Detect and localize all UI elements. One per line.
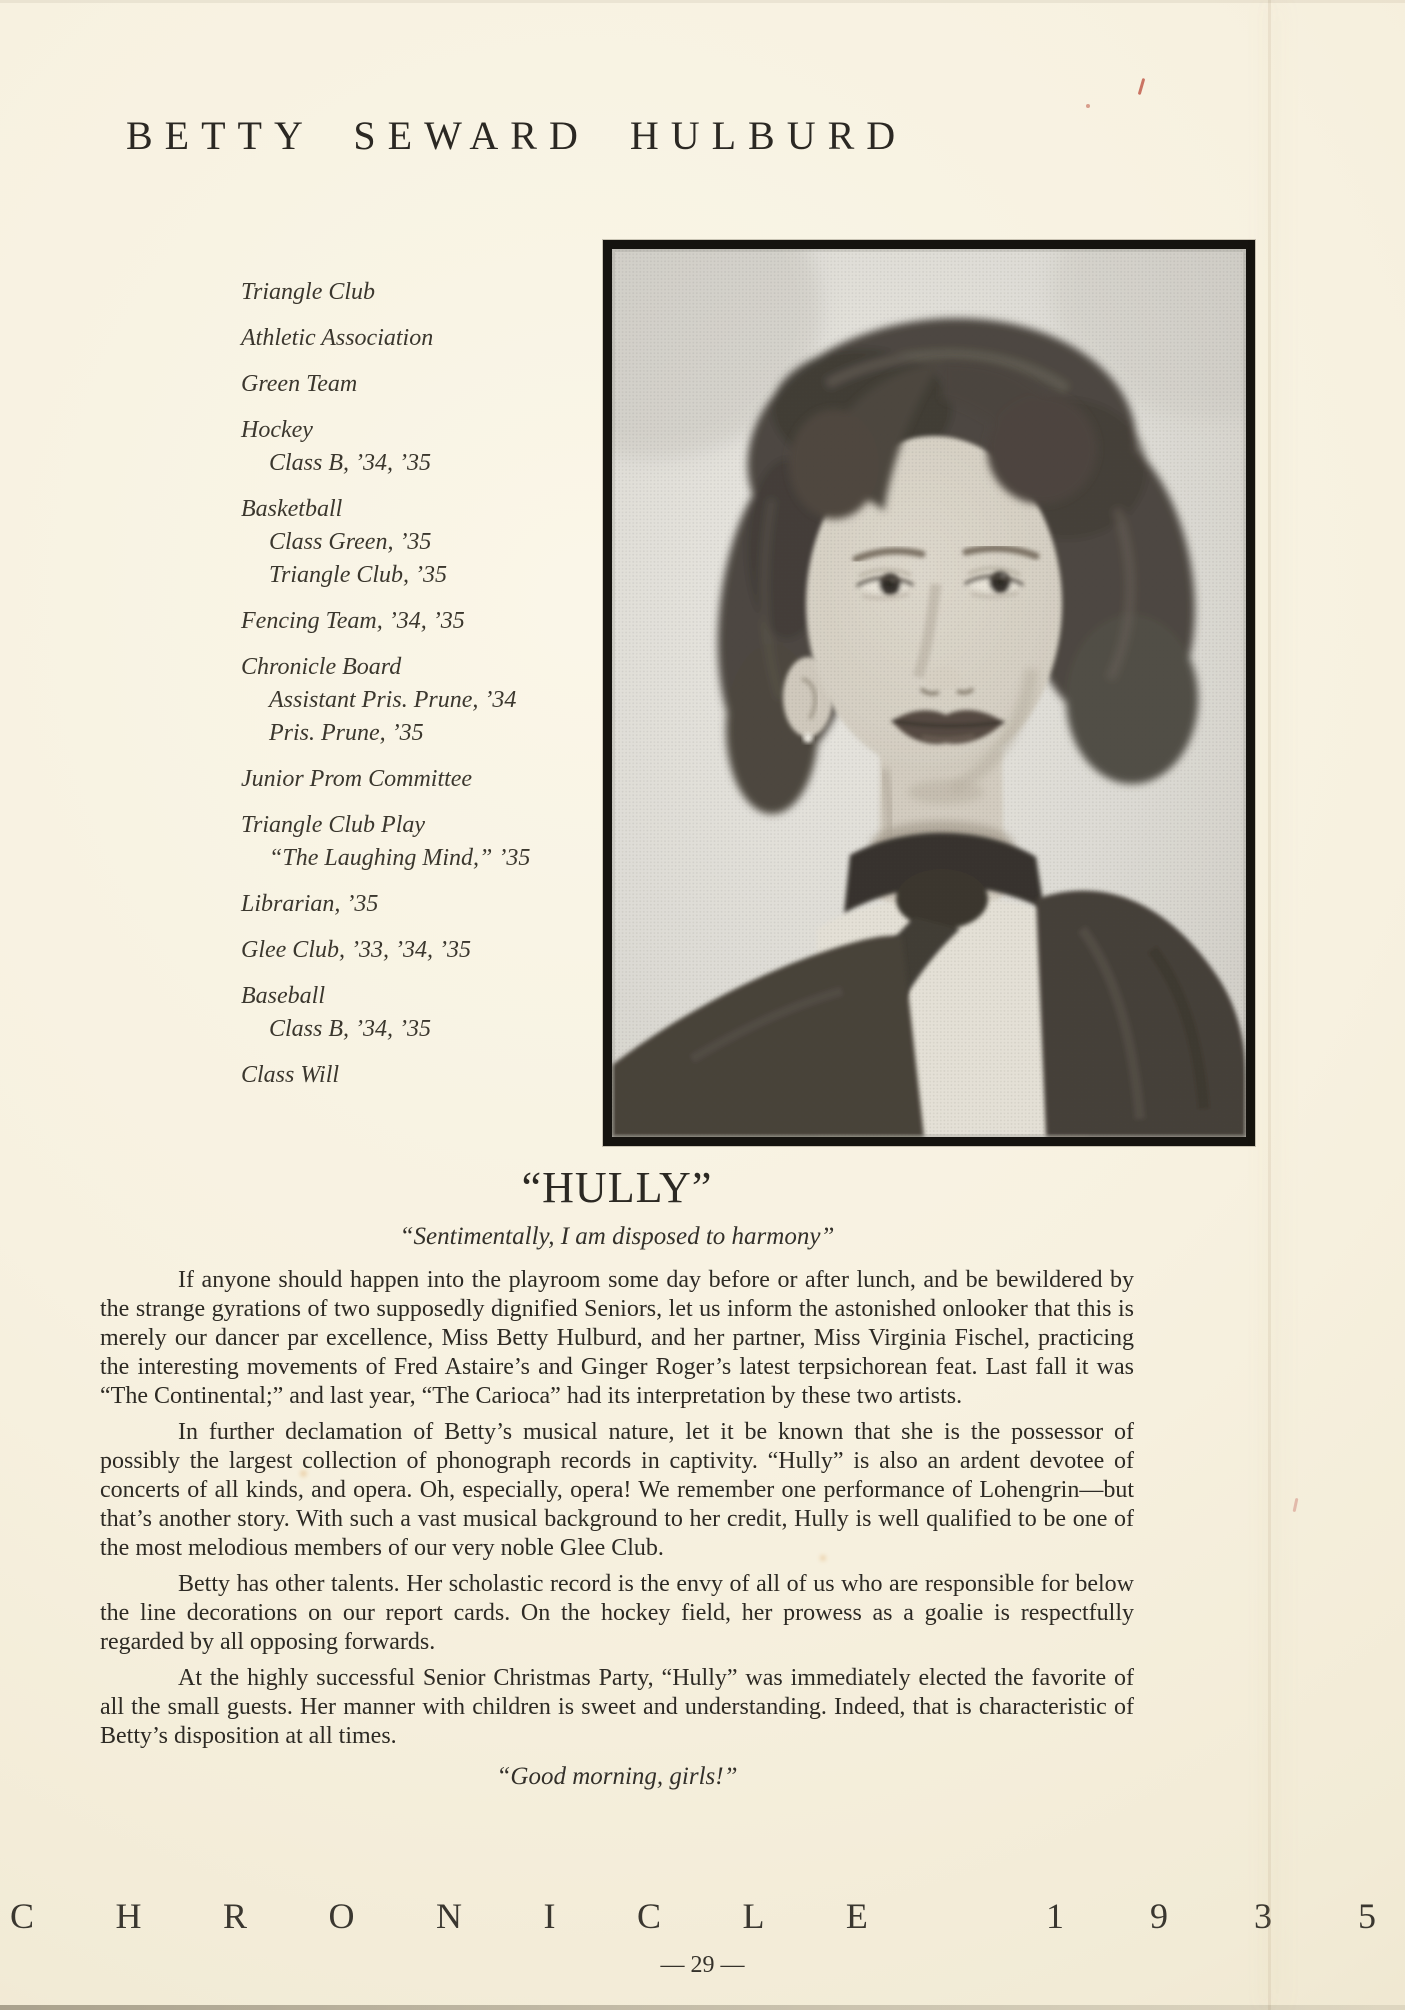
activity-item: Class Will [241, 1062, 340, 1088]
footer-year-digit: 1 [1046, 1896, 1064, 1936]
bio-paragraph: At the highly successful Senior Christmas Party, “Hully” was immediately elected the favorite of all the small guests. Her manner with children is sweet and understanding. Indeed, that is characteristic of Betty’s disposition at all times. [100, 1665, 1134, 1749]
activity-item: Glee Club, ’33, ’34, ’35 [241, 937, 471, 963]
footer-letter: N [435, 1896, 462, 1936]
activity-item: Hockey [241, 417, 313, 443]
bio-paragraph: Betty has other talents. Her scholastic record is the envy of all of us who are responsible for below the line decorations on our report cards. On the hockey field, her prowess as a goalie is respectfully regarded by all opposing forwards. [100, 1571, 1134, 1655]
activity-item: Class B, ’34, ’35 [269, 450, 431, 476]
footer-letter: C [10, 1896, 35, 1936]
activity-item: Fencing Team, ’34, ’35 [241, 608, 465, 634]
footer-year-digit: 5 [1358, 1896, 1376, 1936]
closing-quote: “Good morning, girls!” [496, 1763, 738, 1790]
activity-item: Triangle Club, ’35 [269, 562, 448, 588]
scan-edge-bottom [0, 2005, 1405, 2010]
footer-letter: H [115, 1896, 142, 1936]
page-crease [1268, 0, 1271, 2010]
scan-artifact-pink-mark [1293, 1498, 1299, 1512]
portrait-photo [612, 249, 1246, 1137]
footer-letter: L [742, 1896, 765, 1936]
activity-item: Athletic Association [241, 325, 434, 351]
activity-item: Green Team [241, 371, 358, 397]
page-title: BETTY SEWARD HULBURD [126, 113, 908, 158]
portrait-photo-frame [603, 240, 1255, 1146]
footer-letter: C [636, 1896, 661, 1936]
activity-item: Class B, ’34, ’35 [269, 1016, 431, 1042]
activity-item: Junior Prom Committee [241, 766, 473, 792]
activity-item: Chronicle Board [241, 654, 402, 680]
scan-edge-top [0, 0, 1405, 3]
activity-item: Triangle Club Play [241, 812, 426, 838]
footer-year [1046, 1898, 1376, 1934]
activities-list [241, 276, 571, 1092]
activity-item: Librarian, ’35 [241, 891, 379, 917]
footer-year-digit: 9 [1150, 1896, 1168, 1936]
activity-item: “The Laughing Mind,” ’35 [269, 845, 531, 871]
page-number: — 29 — [660, 1952, 745, 1978]
scan-artifact-red-dot [1086, 104, 1090, 108]
motto-quote: “Sentimentally, I am disposed to harmony” [399, 1223, 835, 1250]
scan-artifact-red-mark [1138, 78, 1146, 95]
footer-letter: E [845, 1896, 868, 1936]
footer-chronicle [10, 1898, 868, 1934]
activity-item: Triangle Club [241, 279, 376, 305]
footer-year-digit: 3 [1254, 1896, 1272, 1936]
foxing-spot [820, 1555, 826, 1561]
bio-paragraphs [100, 1266, 1134, 1751]
footer-letter: I [543, 1896, 556, 1936]
footer-letter: O [328, 1896, 355, 1936]
bio-paragraph: In further declamation of Betty’s musical nature, let it be known that she is the possessor of possibly the largest collection of phonograph records in captivity. “Hully” is also an ardent devotee of concerts of all kinds, and opera. Oh, especially, opera! We remember one performance of Lohengrin—but that’s another story. With such a vast musical background to her credit, Hully is well qualified to be one of the most melodious members of our very noble Glee Club. [100, 1419, 1134, 1561]
bio-paragraph: If anyone should happen into the playroom some day before or after lunch, and be bewildered by the strange gyrations of two supposedly dignified Seniors, let us inform the astonished onlooker that this is merely our dancer par excellence, Miss Betty Hulburd, and her partner, Miss Virginia Fischel, practicing the interesting movements of Fred Astaire’s and Ginger Roger’s latest terpsichorean feat. Last fall it was “The Continental;” and last year, “The Carioca” had its interpretation by these two artists. [100, 1267, 1134, 1409]
nickname-heading: “HULLY” [521, 1163, 713, 1212]
activity-item: Basketball [241, 496, 343, 522]
foxing-spot [300, 1470, 307, 1477]
activity-item: Baseball [241, 983, 325, 1009]
activity-item: Class Green, ’35 [269, 529, 432, 555]
bio-column [100, 1162, 1134, 1791]
activity-item: Assistant Pris. Prune, ’34 [269, 687, 517, 713]
activity-item: Pris. Prune, ’35 [269, 720, 424, 746]
footer-letter: R [222, 1896, 247, 1936]
